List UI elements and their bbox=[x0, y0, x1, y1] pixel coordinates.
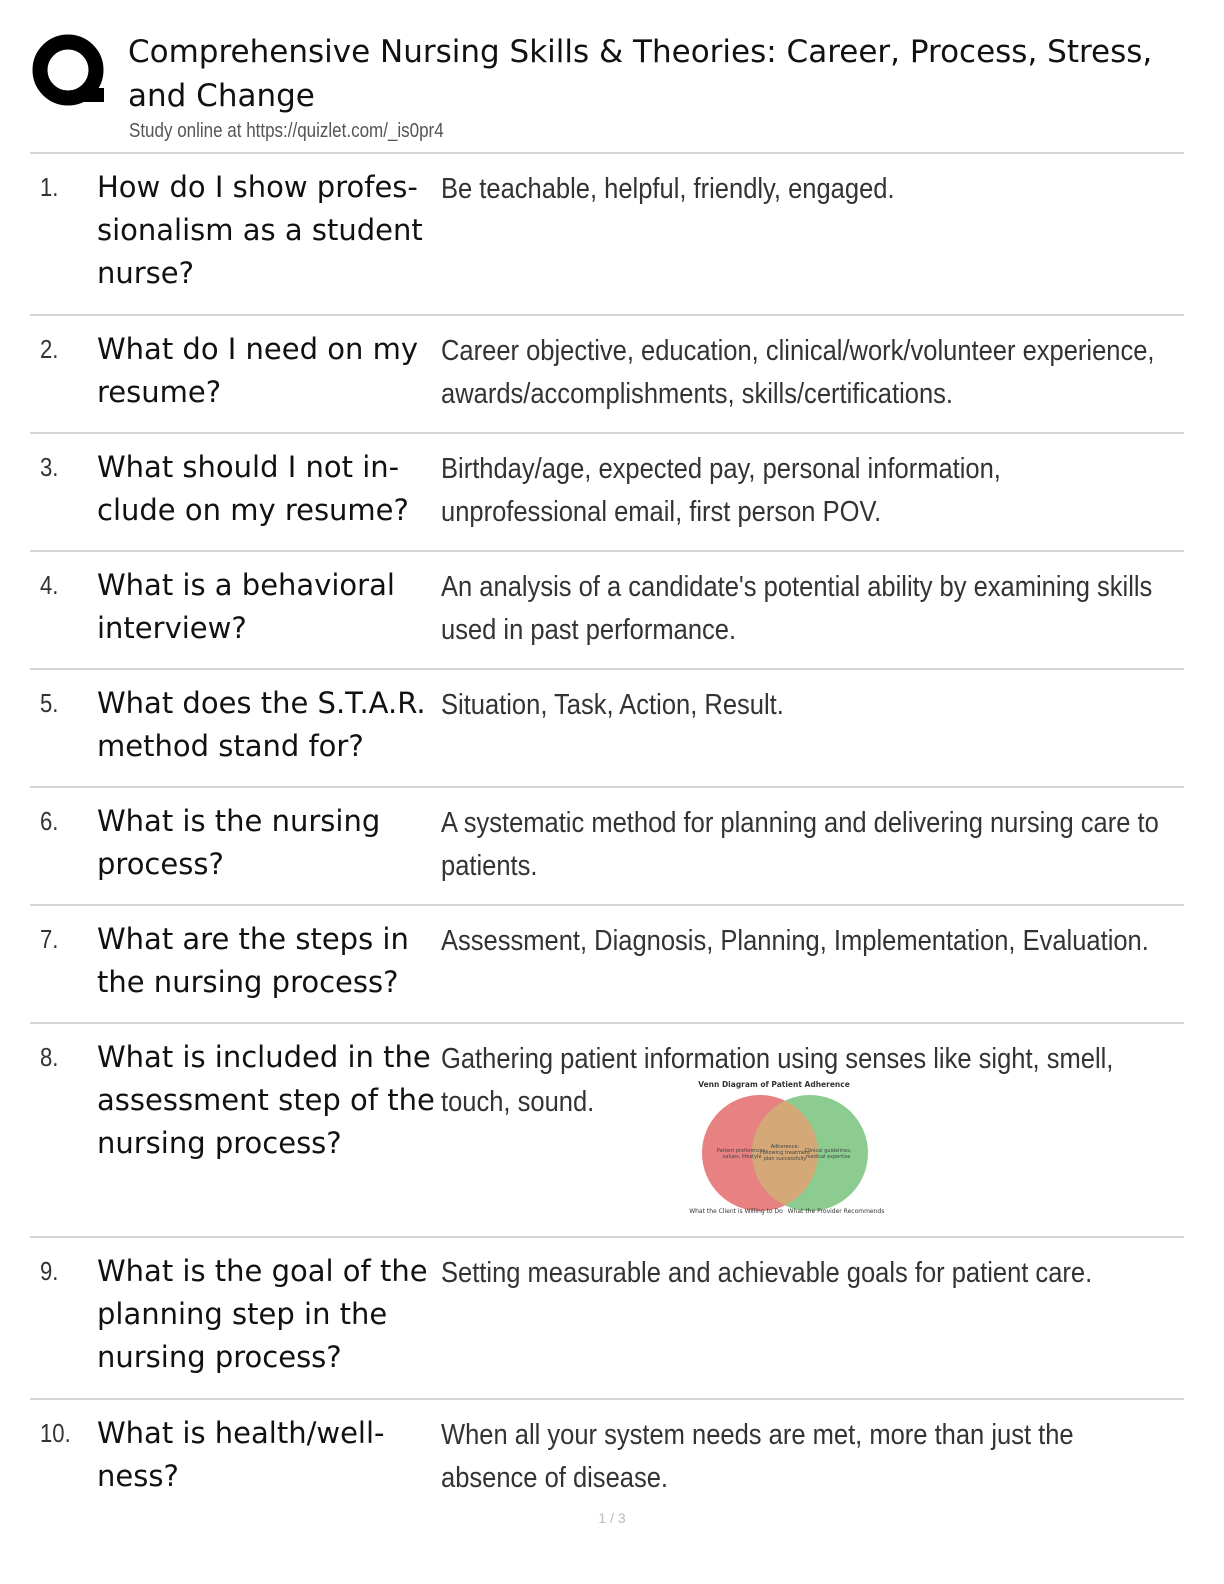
card-number: 3. bbox=[40, 452, 59, 482]
card-question: What should I not in-clude on my resume? bbox=[97, 450, 409, 527]
card-answer: Setting measurable and achievable goals for patient care. bbox=[441, 1257, 1093, 1289]
flashcard bbox=[30, 316, 1184, 434]
venn-center-text-3: plan successfully bbox=[763, 1156, 807, 1162]
venn-right-text-1: Clinical guidelines, bbox=[804, 1148, 852, 1154]
flashcard bbox=[30, 1400, 1184, 1504]
flashcard bbox=[30, 670, 1184, 788]
study-online-link[interactable]: Study online at https://quizlet.com/_is0pr4 bbox=[129, 120, 444, 142]
card-question: What is a behavioral interview? bbox=[97, 568, 395, 645]
card-question: What is health/well-ness? bbox=[97, 1416, 385, 1493]
flashcard bbox=[30, 434, 1184, 552]
card-answer: Career objective, education, clinical/work/volunteer experience, awards/accomplishments, skills/certifications. bbox=[441, 335, 1155, 410]
venn-right-label: What the Provider Recommends bbox=[787, 1208, 885, 1215]
card-answer: An analysis of a candidate's potential ability by examining skills used in past performance. bbox=[441, 571, 1153, 646]
card-number: 7. bbox=[40, 924, 59, 954]
flashcard bbox=[30, 1238, 1184, 1400]
flashcard bbox=[30, 906, 1184, 1024]
venn-center-text-2: Following treatment bbox=[759, 1150, 811, 1156]
card-question: What is the goal of the planning step in the nursing process? bbox=[97, 1254, 428, 1374]
page-number: 1 / 3 bbox=[598, 1510, 626, 1526]
card-question: What is included in the assessment step of the nursing process? bbox=[97, 1040, 435, 1160]
card-question: What do I need on my resume? bbox=[97, 332, 418, 409]
card-question: What are the steps in the nursing process? bbox=[97, 922, 409, 999]
card-number: 10. bbox=[40, 1418, 71, 1448]
venn-left-label: What the Client is Willing to Do bbox=[689, 1208, 783, 1215]
card-answer: Situation, Task, Action, Result. bbox=[441, 689, 784, 721]
venn-diagram bbox=[656, 1076, 892, 1216]
card-number: 6. bbox=[40, 806, 59, 836]
flashcard bbox=[30, 788, 1184, 906]
card-answer: When all your system needs are met, more than just the absence of disease. bbox=[441, 1419, 1074, 1494]
card-question: What does the S.T.A.R. method stand for? bbox=[97, 686, 426, 763]
venn-left-text-1: Patient preferences, bbox=[716, 1148, 768, 1154]
page-title: Comprehensive Nursing Skills & Theories: Career, Process, Stress, and Change bbox=[128, 34, 1153, 114]
card-number: 9. bbox=[40, 1256, 59, 1286]
card-question: How do I show profes-sionalism as a student nurse? bbox=[97, 170, 423, 290]
quizlet-q-icon bbox=[30, 32, 110, 112]
card-answer: Birthday/age, expected pay, personal information, unprofessional email, first person POV. bbox=[441, 453, 1001, 528]
venn-left-text-2: values, lifestyle bbox=[722, 1154, 762, 1160]
card-answer: A systematic method for planning and delivering nursing care to patients. bbox=[441, 807, 1159, 882]
venn-title: Venn Diagram of Patient Adherence bbox=[698, 1080, 850, 1089]
card-number: 5. bbox=[40, 688, 59, 718]
flashcard bbox=[30, 1024, 1184, 1238]
page-header bbox=[30, 28, 1184, 152]
card-question: What is the nursing process? bbox=[97, 804, 381, 881]
venn-right-text-2: medical expertise bbox=[805, 1154, 851, 1160]
card-answer: Gathering patient information using senses like sight, smell, touch, sound. bbox=[441, 1043, 1114, 1118]
card-answer: Be teachable, helpful, friendly, engaged. bbox=[441, 173, 895, 205]
card-number: 8. bbox=[40, 1042, 59, 1072]
venn-center-text-1: Adherence: bbox=[770, 1144, 800, 1150]
flashcard bbox=[30, 154, 1184, 316]
card-number: 1. bbox=[40, 172, 59, 202]
card-answer: Assessment, Diagnosis, Planning, Implementation, Evaluation. bbox=[441, 925, 1149, 957]
flashcard bbox=[30, 552, 1184, 670]
card-number: 4. bbox=[40, 570, 59, 600]
card-number: 2. bbox=[40, 334, 59, 364]
